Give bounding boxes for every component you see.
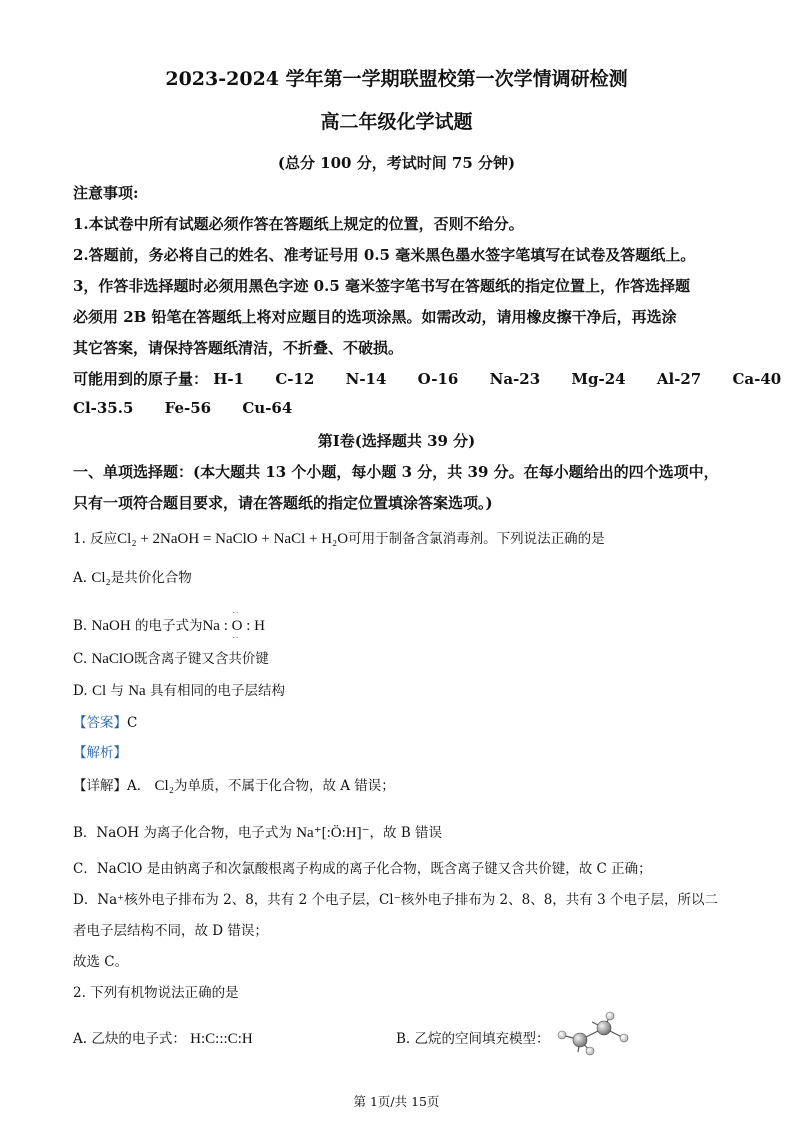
hydrogen-atom [620,1034,628,1042]
option-label: A. [73,570,88,586]
section-instruction-2: 只有一项符合题目要求，请在答题纸的指定位置填涂答案选项。) [73,494,493,512]
formula: NaClO [91,651,134,667]
formula: Cl [91,683,107,699]
explanation-b [73,821,442,842]
option-label: C. [73,651,88,667]
page-footer: 第 1页/共 15页 [353,1094,440,1109]
conclusion: 故选 C。 [73,954,129,970]
option-text: 既含离子键又含共价键 [133,651,269,667]
notes-heading: 注意事项: [73,184,139,202]
atomic-masses-row-1 [73,368,781,389]
option-text: 具有相同的电子层结构 [150,683,286,699]
exam-title: 2023-2024 学年第一学期联盟校第一次学情调研检测 [165,68,628,90]
explanation-text: B．NaOH 为离子化合物，电子式为 [73,825,292,841]
electron-formula: H:C:::C:H [190,1031,253,1047]
carbon-atom [573,1033,587,1047]
atomic-masses-label: 可能用到的原子量： [73,370,209,388]
question-1-prefix: 1. 反应 [73,531,118,547]
exam-info: (总分 100 分，考试时间 75 分钟) [277,154,516,172]
atom-h: H [254,618,265,634]
note-2: 2.答题前，务必将自己的姓名、准考证号用 0.5 毫米黑色墨水签字笔填写在试卷及答题纸上。 [73,246,696,264]
q1-option-a [73,566,192,587]
answer-value: C [127,715,138,731]
option-label: B. [73,618,88,634]
option-label: D. [73,683,88,699]
q2-option-a [73,1027,253,1048]
option-text: 是共价化合物 [110,570,192,586]
electron-formula: Na⁺[:Ö:H]⁻ [296,825,370,841]
section-instruction-1: 一、单项选择题：(本大题共 13 个小题，每小题 3 分，共 39 分。在每小题给出的四个选项中， [73,463,719,481]
carbon-atom [597,1021,611,1035]
atomic-masses-row-2 [73,399,318,417]
mass-item: Na-23 [489,370,541,388]
mass-item: Fe-56 [164,399,212,417]
explanation-d-line-1: D．Na⁺核外电子排布为 2、8，共有 2 个电子层，Cl⁻核外电子排布为 2、8、8，共有 3 个电子层，所以二 [73,892,718,908]
formula: Cl₂ [154,778,174,794]
connector-text: 与 [110,683,124,699]
question-2-stem: 2. 下列有机物说法正确的是 [73,985,239,1001]
answer-line [73,711,137,731]
detail-tag: 【详解】 [73,778,127,794]
q2-option-b [396,1027,550,1047]
q1-option-d [73,679,285,700]
explanation-d-line-2: 者电子层结构不同，故 D 错误； [73,923,268,939]
atom-o-with-dots: ·· O ·· [231,609,243,642]
mass-item: C-12 [275,370,315,388]
explanation-text: 为单质，不属于化合物，故 A 错误； [173,778,395,794]
mass-item: Cu-64 [242,399,293,417]
atom-o: O [231,618,243,634]
mass-item: N-14 [345,370,387,388]
mass-item: Ca-40 [732,370,782,388]
note-3a: 3，作答非选择题时必须用黑色字迹 0.5 毫米签字笔书写在答题纸的指定位置上，作答选择题 [73,277,690,295]
formula: Na [128,683,146,699]
mass-item: Al-27 [656,370,702,388]
section-title: 第Ⅰ卷(选择题共 39 分) [317,432,476,450]
explanation-a [73,774,395,795]
explanation-c: C．NaClO 是由钠离子和次氯酸根离子构成的离子化合物，既含离子键又含共价键，故 C 正确； [73,861,652,877]
note-3c: 其它答案，请保持答题纸清洁，不折叠、不破损。 [73,339,404,357]
mass-item: H-1 [213,370,245,388]
exam-subtitle: 高二年级化学试题 [320,111,473,133]
formula: NaOH [91,618,131,634]
formula: Cl₂ [91,570,111,586]
hydrogen-atom [558,1031,566,1039]
atom-na: Na [202,618,220,634]
mass-item: O-16 [417,370,459,388]
q1-option-c [73,647,269,668]
q1-option-b [73,609,265,642]
analysis-tag: 【解析】 [73,745,127,761]
hydrogen-atom [586,1047,594,1055]
question-1-stem [73,527,605,548]
option-text: B. 乙烷的空间填充模型： [396,1031,550,1047]
explanation-label: A． [127,778,151,794]
option-text: A. 乙炔的电子式： [73,1031,186,1047]
hydrogen-atom [606,1012,614,1020]
mass-item: Cl-35.5 [73,399,134,417]
reaction-equation: Cl₂ + 2NaOH = NaClO + NaCl + H₂O [117,531,349,547]
mass-item: Mg-24 [571,370,626,388]
ethane-model-image [552,1010,632,1058]
explanation-text: ，故 B 错误 [369,825,443,841]
answer-tag: 【答案】 [73,715,127,731]
note-1: 1.本试卷中所有试题必须作答在答题纸上规定的位置，否则不给分。 [73,215,524,233]
question-1-text: 可用于制备含氯消毒剂。下列说法正确的是 [348,531,605,547]
option-text: 的电子式为 [134,618,203,634]
note-3b: 必须用 2B 铅笔在答题纸上将对应题目的选项涂黑。如需改动，请用橡皮擦干净后，再选涂 [73,308,677,326]
electron-formula: Na : ·· O ·· : H [202,609,265,642]
